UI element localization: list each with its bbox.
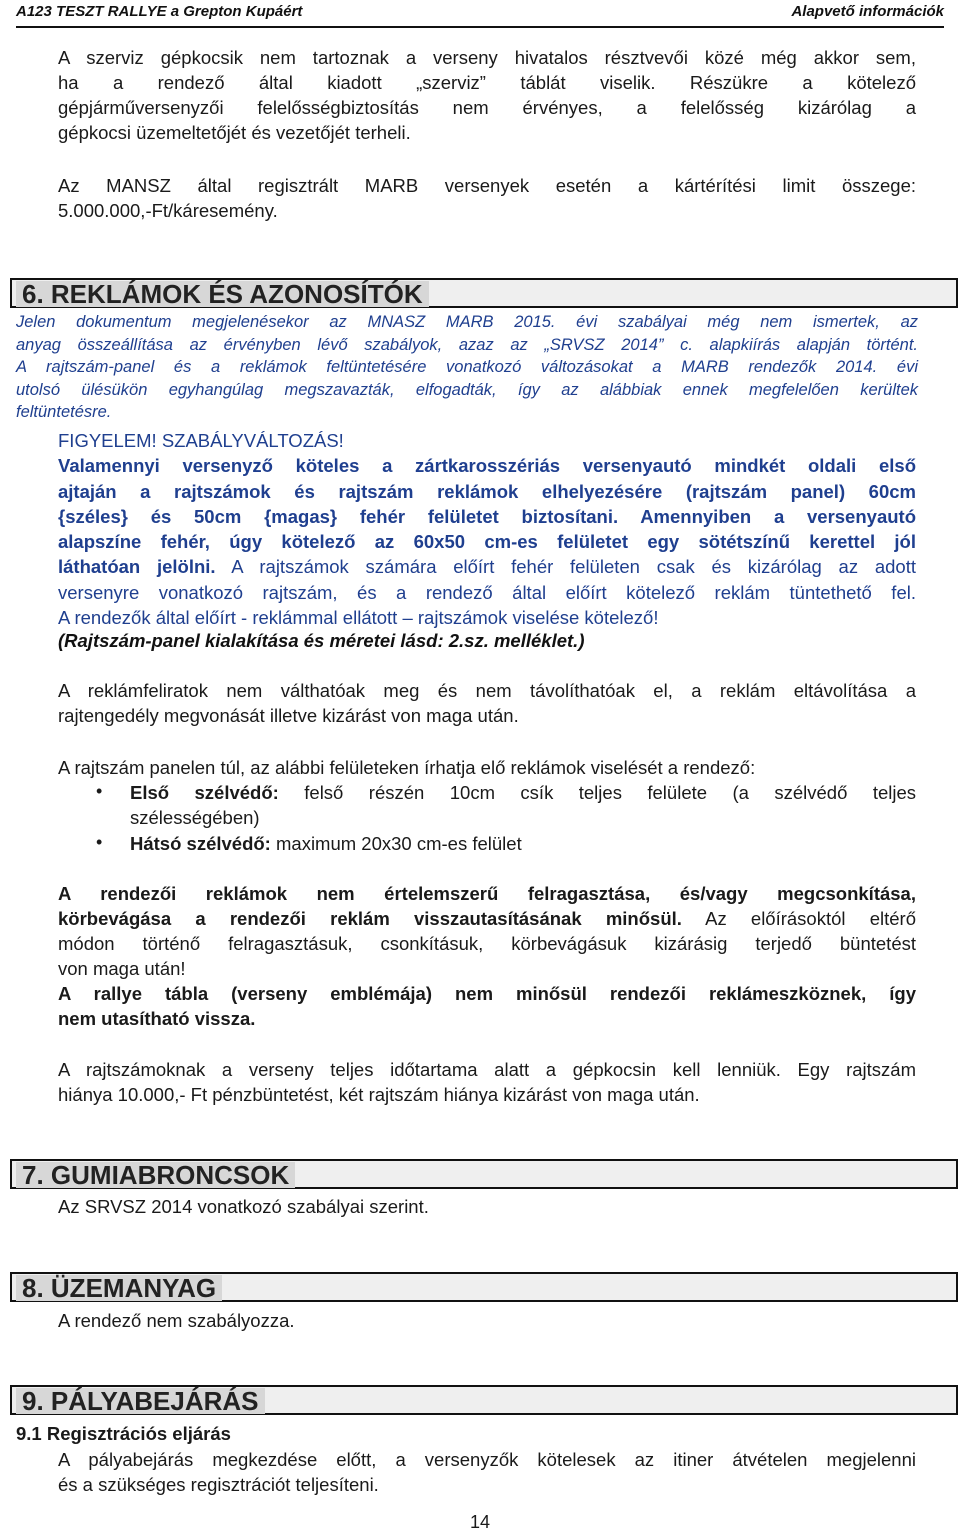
panel-reference: (Rajtszám-panel kialakítása és méretei lásd: 2.sz. melléklet.): [58, 630, 585, 651]
text-line: von maga után!: [58, 958, 186, 979]
rule-change-block: [58, 428, 916, 630]
bullet-icon: •: [96, 832, 103, 852]
section-8-heading: [10, 1272, 958, 1302]
bullet-text: maximum 20x30 cm-es felület: [270, 833, 522, 854]
section-title: 6. REKLÁMOK ÉS AZONOSÍTÓK: [16, 281, 429, 307]
bold-phrase: láthatóan jelölni.: [58, 556, 216, 578]
bullet-item: [130, 831, 916, 856]
page-number: 14: [469, 1512, 491, 1532]
page-header: [16, 0, 944, 28]
section-9-subheading: 9.1 Regisztrációs eljárás: [16, 1423, 231, 1444]
text-line: [58, 906, 916, 931]
text-line: A reklámfeliratok nem válthatóak meg és nem távolíthatóak el, a reklám eltávolítása a: [58, 680, 916, 701]
section-7-heading: [10, 1159, 958, 1189]
note-line: Jelen dokumentum megjelenésekor az MNASZ MARB 2015. évi szabályai még nem ismertek, az: [16, 313, 918, 331]
text-line: rajtengedély megvonását illetve kizárást von maga után.: [58, 705, 519, 726]
text-line: alapszíne fehér, úgy kötelező az 60x50 cm-es felületet egy sötétszínű kerettel jól: [58, 531, 916, 553]
text-line: ha a rendező által kiadott „szerviz” táblát viselik. Részükre a kötelező: [58, 72, 916, 93]
header-title: A123 TESZT RALLYE a Grepton Kupáért: [16, 3, 303, 20]
bullet-text: felső részén 10cm csík teljes felülete (a szélvédő teljes: [278, 782, 917, 803]
text-line: Az MANSZ által regisztrált MARB versenyek esetén a kártérítési limit összege:: [58, 175, 916, 196]
section-title: 7. GUMIABRONCSOK: [16, 1162, 295, 1188]
text-line: A rendezők által előírt - reklámmal ellátott – rajtszámok viselése kötelező!: [58, 607, 659, 629]
section-9-heading: [10, 1385, 958, 1415]
text-line: versenyre vonatkozó rajtszám, és a rendező által előírt kötelező reklám tüntethető fel.: [58, 581, 916, 603]
bullet-item: [130, 780, 916, 830]
header-section: Alapvető információk: [791, 3, 944, 20]
text-line: {széles} és 50cm {magas} fehér felületet biztosítani. Amennyiben a versenyautó: [58, 505, 916, 527]
note-line: feltüntetésre.: [16, 403, 112, 421]
text-line: 5.000.000,-Ft/káresemény.: [58, 200, 278, 221]
text-line: hiánya 10.000,- Ft pénzbüntetést, két rajtszám hiánya kizárást von maga után.: [58, 1084, 700, 1105]
section-8-text: A rendező nem szabályozza.: [58, 1310, 295, 1331]
note-line: anyag összeállítása az érvényben lévő szabályok, azaz az „SRVSZ 2014” c. alapkiírás alapján történt.: [16, 335, 918, 354]
section-title: 9. PÁLYABEJÁRÁS: [16, 1388, 265, 1414]
text-phrase: A rajtszámok számára előírt fehér felületen csak és kizárólag az adott: [215, 556, 916, 578]
text-line: A rajtszámoknak a verseny teljes időtartama alatt a gépkocsin kell lenniük. Egy rajtszám: [58, 1059, 916, 1080]
text-line: módon történő felragasztásuk, csonkításuk, körbevágásuk kizárásig terjedő büntetést: [58, 933, 916, 954]
section-6-heading: [10, 278, 958, 308]
warning-title: FIGYELEM! SZABÁLYVÁLTOZÁS!: [58, 430, 344, 451]
text-line: és a szükséges regisztrációt teljesíteni.: [58, 1474, 379, 1495]
number-duration-paragraph: [58, 1057, 916, 1107]
text-line: nem utasítható vissza.: [58, 1008, 256, 1029]
text-line: [58, 554, 916, 579]
text-line: A rallye tábla (verseny emblémája) nem minősül rendezői reklámeszköznek, így: [58, 983, 916, 1004]
note-line: utolsó ülésükön egyhangúlag megszavazták, elfogadták, így az alábbiak ennek megfelelően kerültek: [16, 380, 918, 399]
text-line: Valamennyi versenyző köteles a zártkarosszériás versenyautó mindkét oldali első: [58, 455, 916, 477]
section-7-text: Az SRVSZ 2014 vonatkozó szabályai szerint.: [58, 1196, 429, 1217]
text-line: A pályabejárás megkezdése előtt, a versenyzők kötelesek az itiner átvételen megjelenni: [58, 1449, 916, 1470]
bold-phrase: körbevágása a rendezői reklám visszautasításának minősül.: [58, 908, 682, 929]
text-line: gépjárműversenyzői felelősségbiztosítás nem érvényes, a felelősség kizárólag a: [58, 97, 916, 118]
ad-rules-paragraph: [58, 881, 916, 1031]
section-title: 8. ÜZEMANYAG: [16, 1275, 222, 1301]
text-phrase: Az előírásoktól eltérő: [681, 908, 916, 929]
compensation-limit-paragraph: [58, 173, 916, 223]
service-cars-paragraph: [58, 45, 916, 145]
bullet-label: Hátsó szélvédő:: [130, 833, 271, 854]
text-line: A szerviz gépkocsik nem tartoznak a verseny hivatalos résztvevői közé még akkor sem,: [58, 47, 916, 68]
text-line: szélességében): [130, 807, 260, 828]
text-line: [130, 780, 916, 805]
section-6-note: [16, 311, 918, 424]
bullet-icon: •: [96, 781, 103, 801]
ad-removal-paragraph: [58, 678, 916, 728]
note-line: A rajtszám-panel és a reklámok feltüntetésére vonatkozó változásokat a MARB rendezők 2014. évi: [16, 358, 918, 376]
text-line: [130, 831, 916, 856]
section-9-text: [58, 1447, 916, 1497]
panel-intro: A rajtszám panelen túl, az alábbi felületeken írhatja elő reklámok viselését a rendező:: [58, 757, 756, 778]
text-line: gépkocsi üzemeltetőjét és vezetőjét terheli.: [58, 122, 411, 143]
text-line: ajtaján a rajtszámok és rajtszám reklámok elhelyezésére (rajtszám panel) 60cm: [58, 480, 916, 502]
bullet-label: Első szélvédő:: [130, 782, 279, 803]
text-line: A rendezői reklámok nem értelemszerű felragasztása, és/vagy megcsonkítása,: [58, 883, 916, 904]
